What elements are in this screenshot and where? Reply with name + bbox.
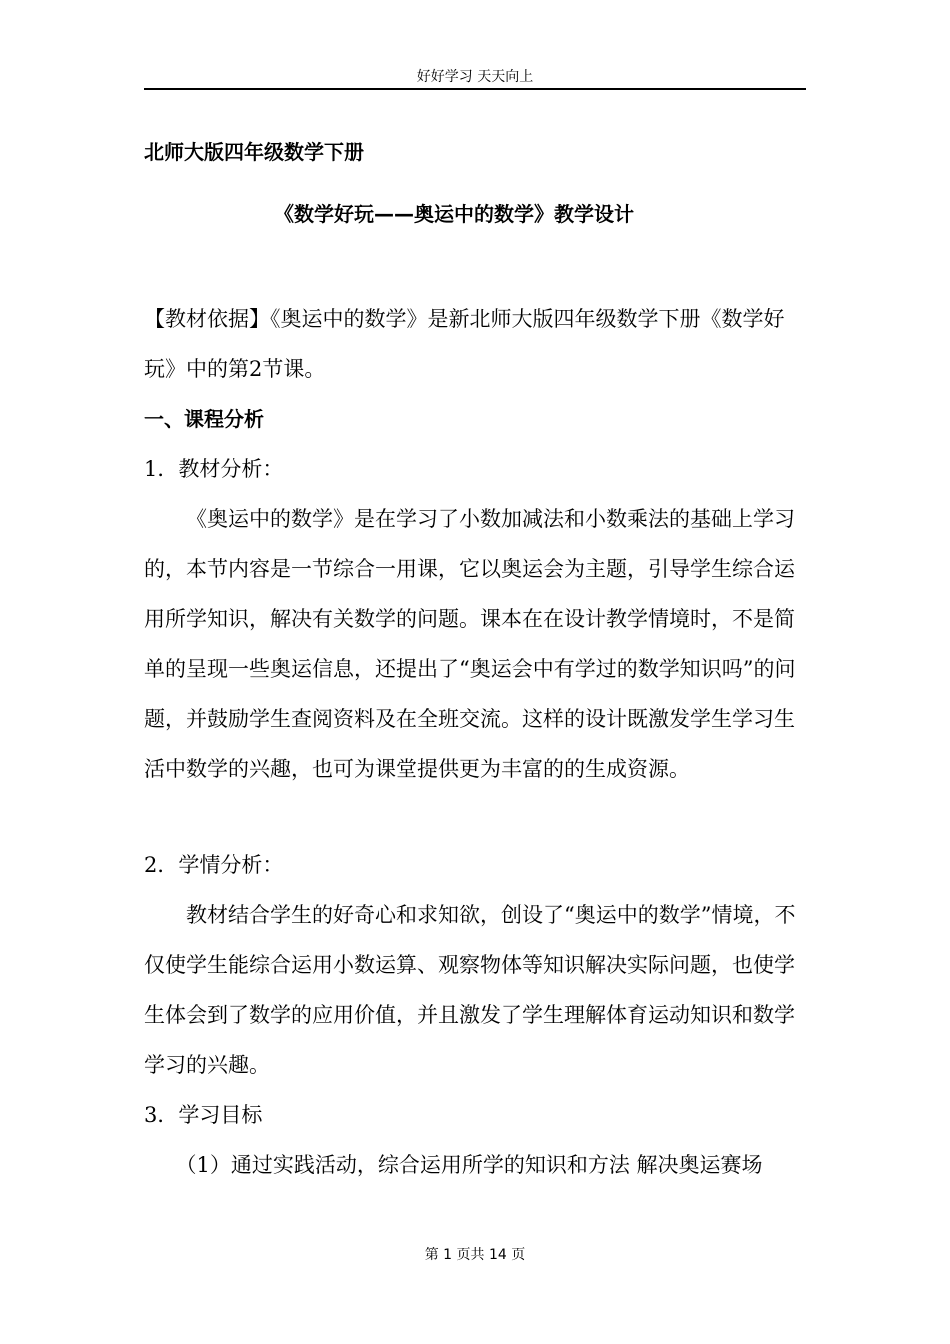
item3-heading: 3．学习目标 bbox=[144, 1103, 263, 1127]
item2-heading: 2．学情分析： bbox=[144, 853, 284, 877]
page-number: 第 1 页共 14 页 bbox=[424, 1247, 526, 1263]
header-rule bbox=[144, 88, 806, 90]
item1-paragraph: 《奥运中的数学》是在学习了小数加减法和小数乘法的基础上学习的，本节内容是一节综合一用课，它以奥运会为主题，引导学生综合运用所学知识，解决有关数学的问题。课本在在设计教学情境时，不是简单的呈现一些奥运信息，还提出了“奥运会中有学过的数学知识吗”的问题，并鼓励学生查阅资料及在全班交流。这样的设计既激发学生学习生活中数学的兴趣，也可为课堂提供更为丰富的的生成资源。 bbox=[144, 507, 796, 781]
item2-paragraph: 教材结合学生的好奇心和求知欲，创设了“奥运中的数学”情境，不仅使学生能综合运用小数运算、观察物体等知识解决实际问题，也使学生体会到了数学的应用价值，并且激发了学生理解体育运动知识和数学学习的兴趣。 bbox=[144, 903, 796, 1077]
item1-heading: 1．教材分析： bbox=[144, 457, 284, 481]
item3-subitem-1: （1）通过实践活动，综合运用所学的知识和方法 解决奥运赛场 bbox=[175, 1153, 763, 1177]
doc-title-main: 《数学好玩——奥运中的数学》教学设计 bbox=[274, 202, 634, 226]
doc-title-grade: 北师大版四年级数学下册 bbox=[144, 140, 364, 164]
header-text: 好好学习 天天向上 bbox=[416, 69, 534, 85]
section-heading: 一、课程分析 bbox=[144, 407, 264, 431]
basis-paragraph: 【教材依据】《奥运中的数学》是新北师大版四年级数学下册《数学好玩》中的第2节课。 bbox=[144, 307, 785, 381]
